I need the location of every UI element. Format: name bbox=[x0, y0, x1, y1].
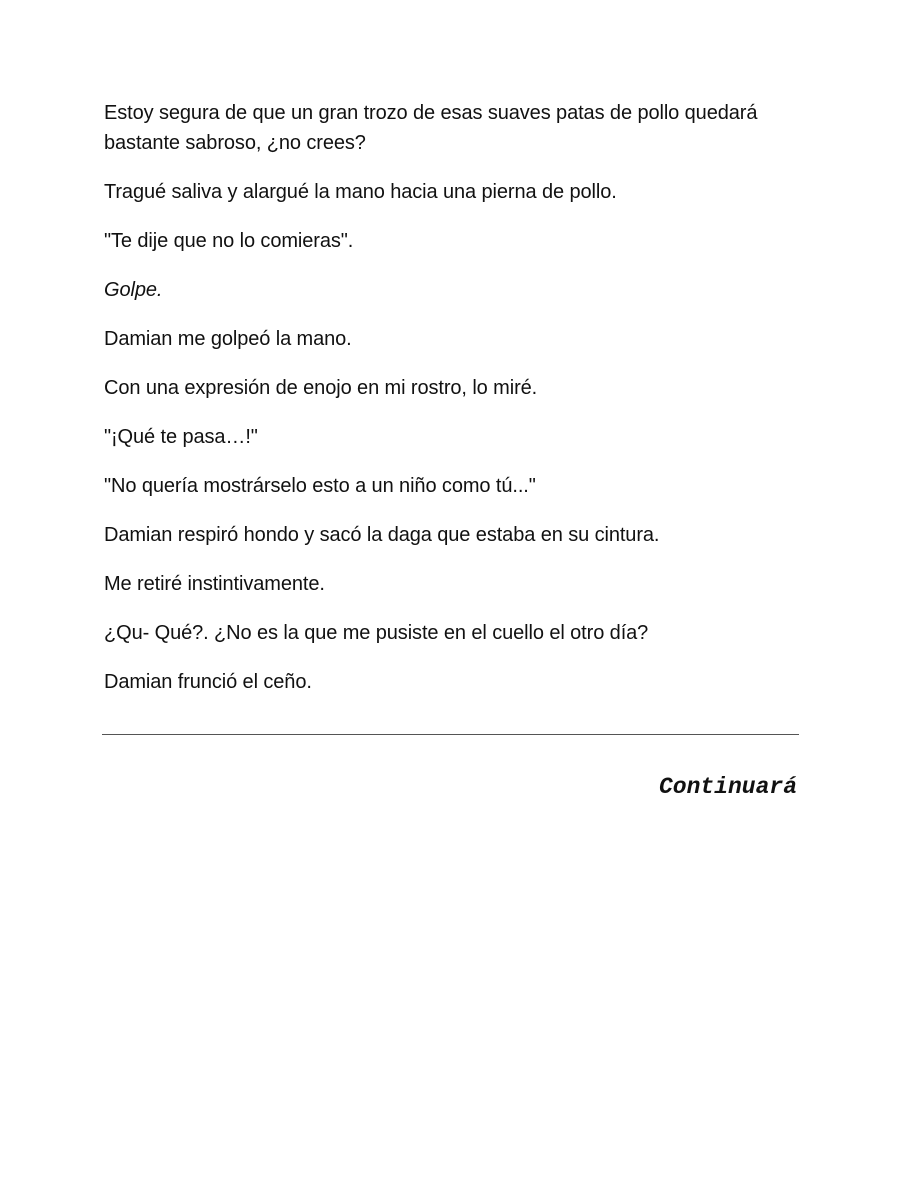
section-divider bbox=[102, 734, 799, 735]
story-text bbox=[104, 98, 804, 716]
paragraph: Tragué saliva y alargué la mano hacia una pierna de pollo. bbox=[104, 181, 617, 203]
paragraph: Damian respiró hondo y sacó la daga que estaba en su cintura. bbox=[104, 524, 660, 546]
paragraph: Damian me golpeó la mano. bbox=[104, 328, 352, 350]
paragraph: Me retiré instintivamente. bbox=[104, 573, 325, 595]
paragraph: Damian frunció el ceño. bbox=[104, 671, 312, 693]
paragraph: Con una expresión de enojo en mi rostro, lo miré. bbox=[104, 377, 538, 399]
paragraph: ¿Qu- Qué?. ¿No es la que me pusiste en el cuello el otro día? bbox=[104, 622, 649, 644]
paragraph: Estoy segura de que un gran trozo de esas suaves patas de pollo quedará bastante sabroso, ¿no crees? bbox=[104, 102, 758, 154]
paragraph: "Te dije que no lo comieras". bbox=[104, 230, 354, 252]
paragraph-italic: Golpe. bbox=[104, 279, 163, 301]
continuation-label: Continuará bbox=[658, 774, 797, 800]
paragraph: "No quería mostrárselo esto a un niño como tú..." bbox=[104, 475, 536, 497]
paragraph: "¡Qué te pasa…!" bbox=[104, 426, 258, 448]
